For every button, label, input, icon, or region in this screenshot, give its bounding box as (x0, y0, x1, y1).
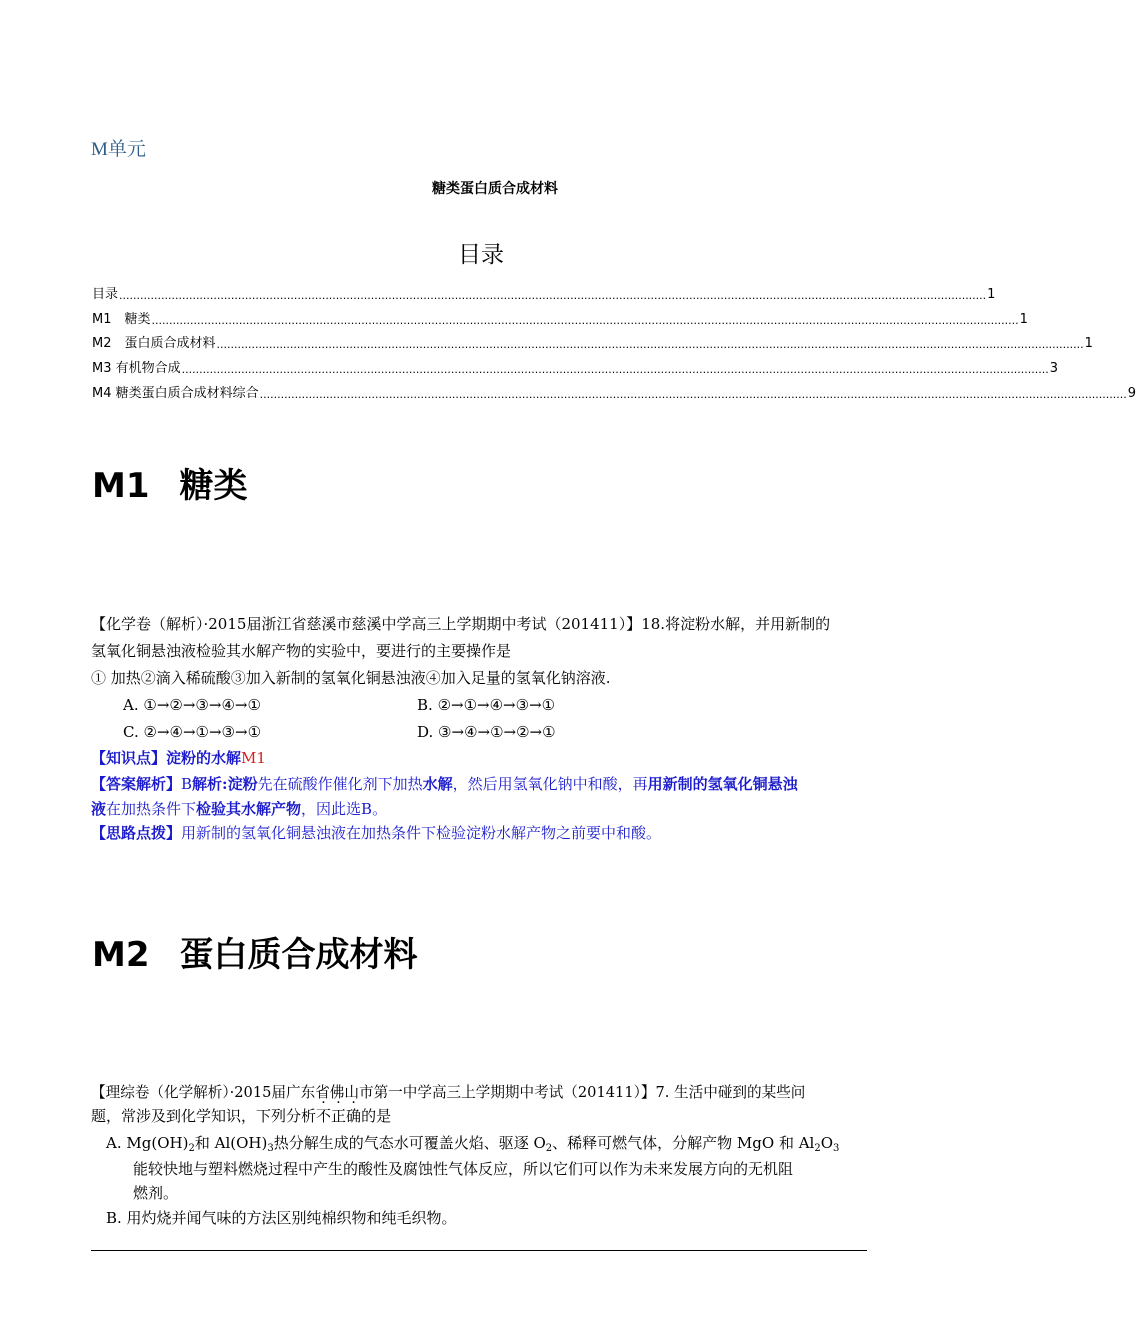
document-subtitle: 糖类蛋白质合成材料 (432, 181, 558, 197)
option-letter: A. (106, 1134, 122, 1152)
toc-entry-label: 目录 (92, 287, 119, 302)
emphasis-char: 不 (316, 1107, 332, 1125)
toc-entry-page: 9 (1127, 386, 1136, 401)
toc-leader: ........................................................................................................................................................................................................................................................ (181, 363, 1049, 376)
unit-label: M单元 (91, 139, 146, 160)
section-code: M1 (92, 466, 150, 506)
question-text: 18.将淀粉水解，并用新制的 (641, 615, 831, 633)
option-c (123, 722, 261, 742)
toc-entry-label: M4 糖类蛋白质合成材料综合 (92, 386, 259, 401)
option-text: ③→④→①→②→① (438, 723, 556, 741)
answer-part: 在加热条件下 (106, 800, 197, 818)
toc-entry-page: 1 (1019, 312, 1028, 327)
answer-analysis-line2 (91, 799, 387, 819)
toc-entry-page: 1 (987, 287, 996, 302)
question-text: 的是 (361, 1107, 392, 1125)
toc-entry[interactable] (92, 356, 1059, 376)
knowledge-label: 【知识点】 (91, 749, 167, 767)
option-a-line3: 燃剂。 (133, 1184, 179, 1202)
toc-leader: ........................................................................................................................................................................................................................................................ (216, 338, 1084, 351)
question-source: 【化学卷（解析）·2015届浙江省慈溪市慈溪中学高三上学期期中考试（201411）】 (91, 615, 642, 633)
option-a (106, 1133, 839, 1153)
option-text: ②→①→④→③→① (437, 696, 556, 714)
answer-part: 水解 (422, 775, 453, 793)
option-text: ②→④→①→③→① (143, 723, 262, 741)
option-text: 热分解生成的气态水可覆盖火焰、驱逐 O (273, 1134, 546, 1152)
toc-entry-page: 3 (1049, 361, 1059, 376)
section-title: 蛋白质合成材料 (179, 935, 418, 975)
option-text: 和 (194, 1134, 210, 1152)
option-text: ①→②→③→④→① (143, 696, 261, 714)
option-letter: A. (123, 696, 139, 714)
knowledge-code: M1 (241, 749, 266, 767)
section-heading-m2 (92, 927, 418, 976)
toc-leader: ........................................................................................................................................................................................................................................................ (259, 388, 1127, 401)
option-letter: D. (417, 723, 434, 741)
tip-text: 用新制的氢氧化铜悬浊液在加热条件下检验淀粉水解产物之前要中和酸。 (181, 824, 662, 842)
footer-rule (91, 1250, 867, 1251)
option-a-line2: 能较快地与塑料燃烧过程中产生的酸性及腐蚀性气体反应，所以它们可以作为未来发展方向的无机阻 (133, 1160, 794, 1178)
toc-heading: 目录 (458, 242, 504, 268)
tip-label: 【思路点拨】 (91, 824, 182, 842)
toc-entry-page: 1 (1084, 336, 1093, 351)
answer-part: ，然后用氢氧化钠中和酸，再 (452, 775, 648, 793)
toc-entry-label: M1 糖类 (92, 312, 151, 327)
option-a (123, 695, 261, 715)
toc-entry[interactable] (92, 381, 1136, 401)
section-code: M2 (92, 935, 150, 975)
toc-entry[interactable] (92, 331, 1093, 351)
subscript: 2 (545, 1143, 553, 1154)
answer-letter: B (181, 775, 193, 793)
question-line: 氢氧化铜悬浊液检验其水解产物的实验中，要进行的主要操作是 (91, 642, 512, 660)
section-title: 糖类 (179, 466, 248, 506)
knowledge-point (91, 748, 266, 768)
emphasis-char: 确 (346, 1107, 362, 1125)
answer-part: 检验其水解产物 (196, 800, 302, 818)
question-text: 题，常涉及到化学知识，下列分析 (91, 1107, 317, 1125)
toc-entry-label: M3 有机物合成 (92, 361, 181, 376)
toc-leader: ........................................................................................................................................................................................................................................................ (151, 314, 1019, 327)
option-d (417, 722, 556, 742)
question-line: 【理综卷（化学解析）·2015届广东省佛山市第一中学高三上学期期中考试（201411）】7. 生活中碰到的某些问 (91, 1084, 806, 1101)
toc-entry-label: M2 蛋白质合成材料 (92, 336, 216, 351)
option-text: O (820, 1134, 834, 1152)
subscript: 3 (833, 1143, 840, 1154)
section-heading-m1 (92, 458, 248, 507)
answer-part: 用新制的氢氧化铜悬浊 (647, 775, 798, 793)
answer-analysis-label: 解析: (192, 775, 228, 793)
toc-entry[interactable] (92, 282, 996, 302)
option-b (417, 695, 555, 715)
thinking-tip (91, 823, 661, 843)
emphasis-char: 正 (331, 1107, 347, 1125)
option-letter: C. (123, 723, 139, 741)
subscript: 2 (814, 1143, 821, 1154)
knowledge-text: 淀粉的水解 (166, 749, 242, 767)
formula: Mg(OH) (126, 1134, 189, 1152)
option-text: 、稀释可燃气体，分解产物 MgO 和 Al (552, 1134, 815, 1152)
question-line: ① 加热②滴入稀硫酸③加入新制的氢氧化铜悬浊液④加入足量的氢氧化钠溶液. (91, 669, 611, 687)
question-line (91, 614, 830, 634)
option-letter: B. (417, 696, 433, 714)
formula: Al(OH) (214, 1134, 268, 1152)
answer-part: 先在硫酸作催化剂下加热 (257, 775, 423, 793)
answer-part: 液 (91, 800, 107, 818)
subscript: 2 (188, 1143, 195, 1154)
answer-analysis (91, 774, 798, 794)
answer-label: 【答案解析】 (91, 775, 182, 793)
option-b: B. 用灼烧并闻气味的方法区别纯棉织物和纯毛织物。 (106, 1209, 457, 1227)
answer-part: ，因此选B。 (301, 800, 388, 818)
toc-entry[interactable] (92, 307, 1028, 327)
subscript: 3 (267, 1143, 274, 1154)
answer-part: 淀粉 (227, 775, 258, 793)
question-line (91, 1106, 391, 1126)
toc-leader: ........................................................................................................................................................................................................................................................ (119, 289, 987, 302)
